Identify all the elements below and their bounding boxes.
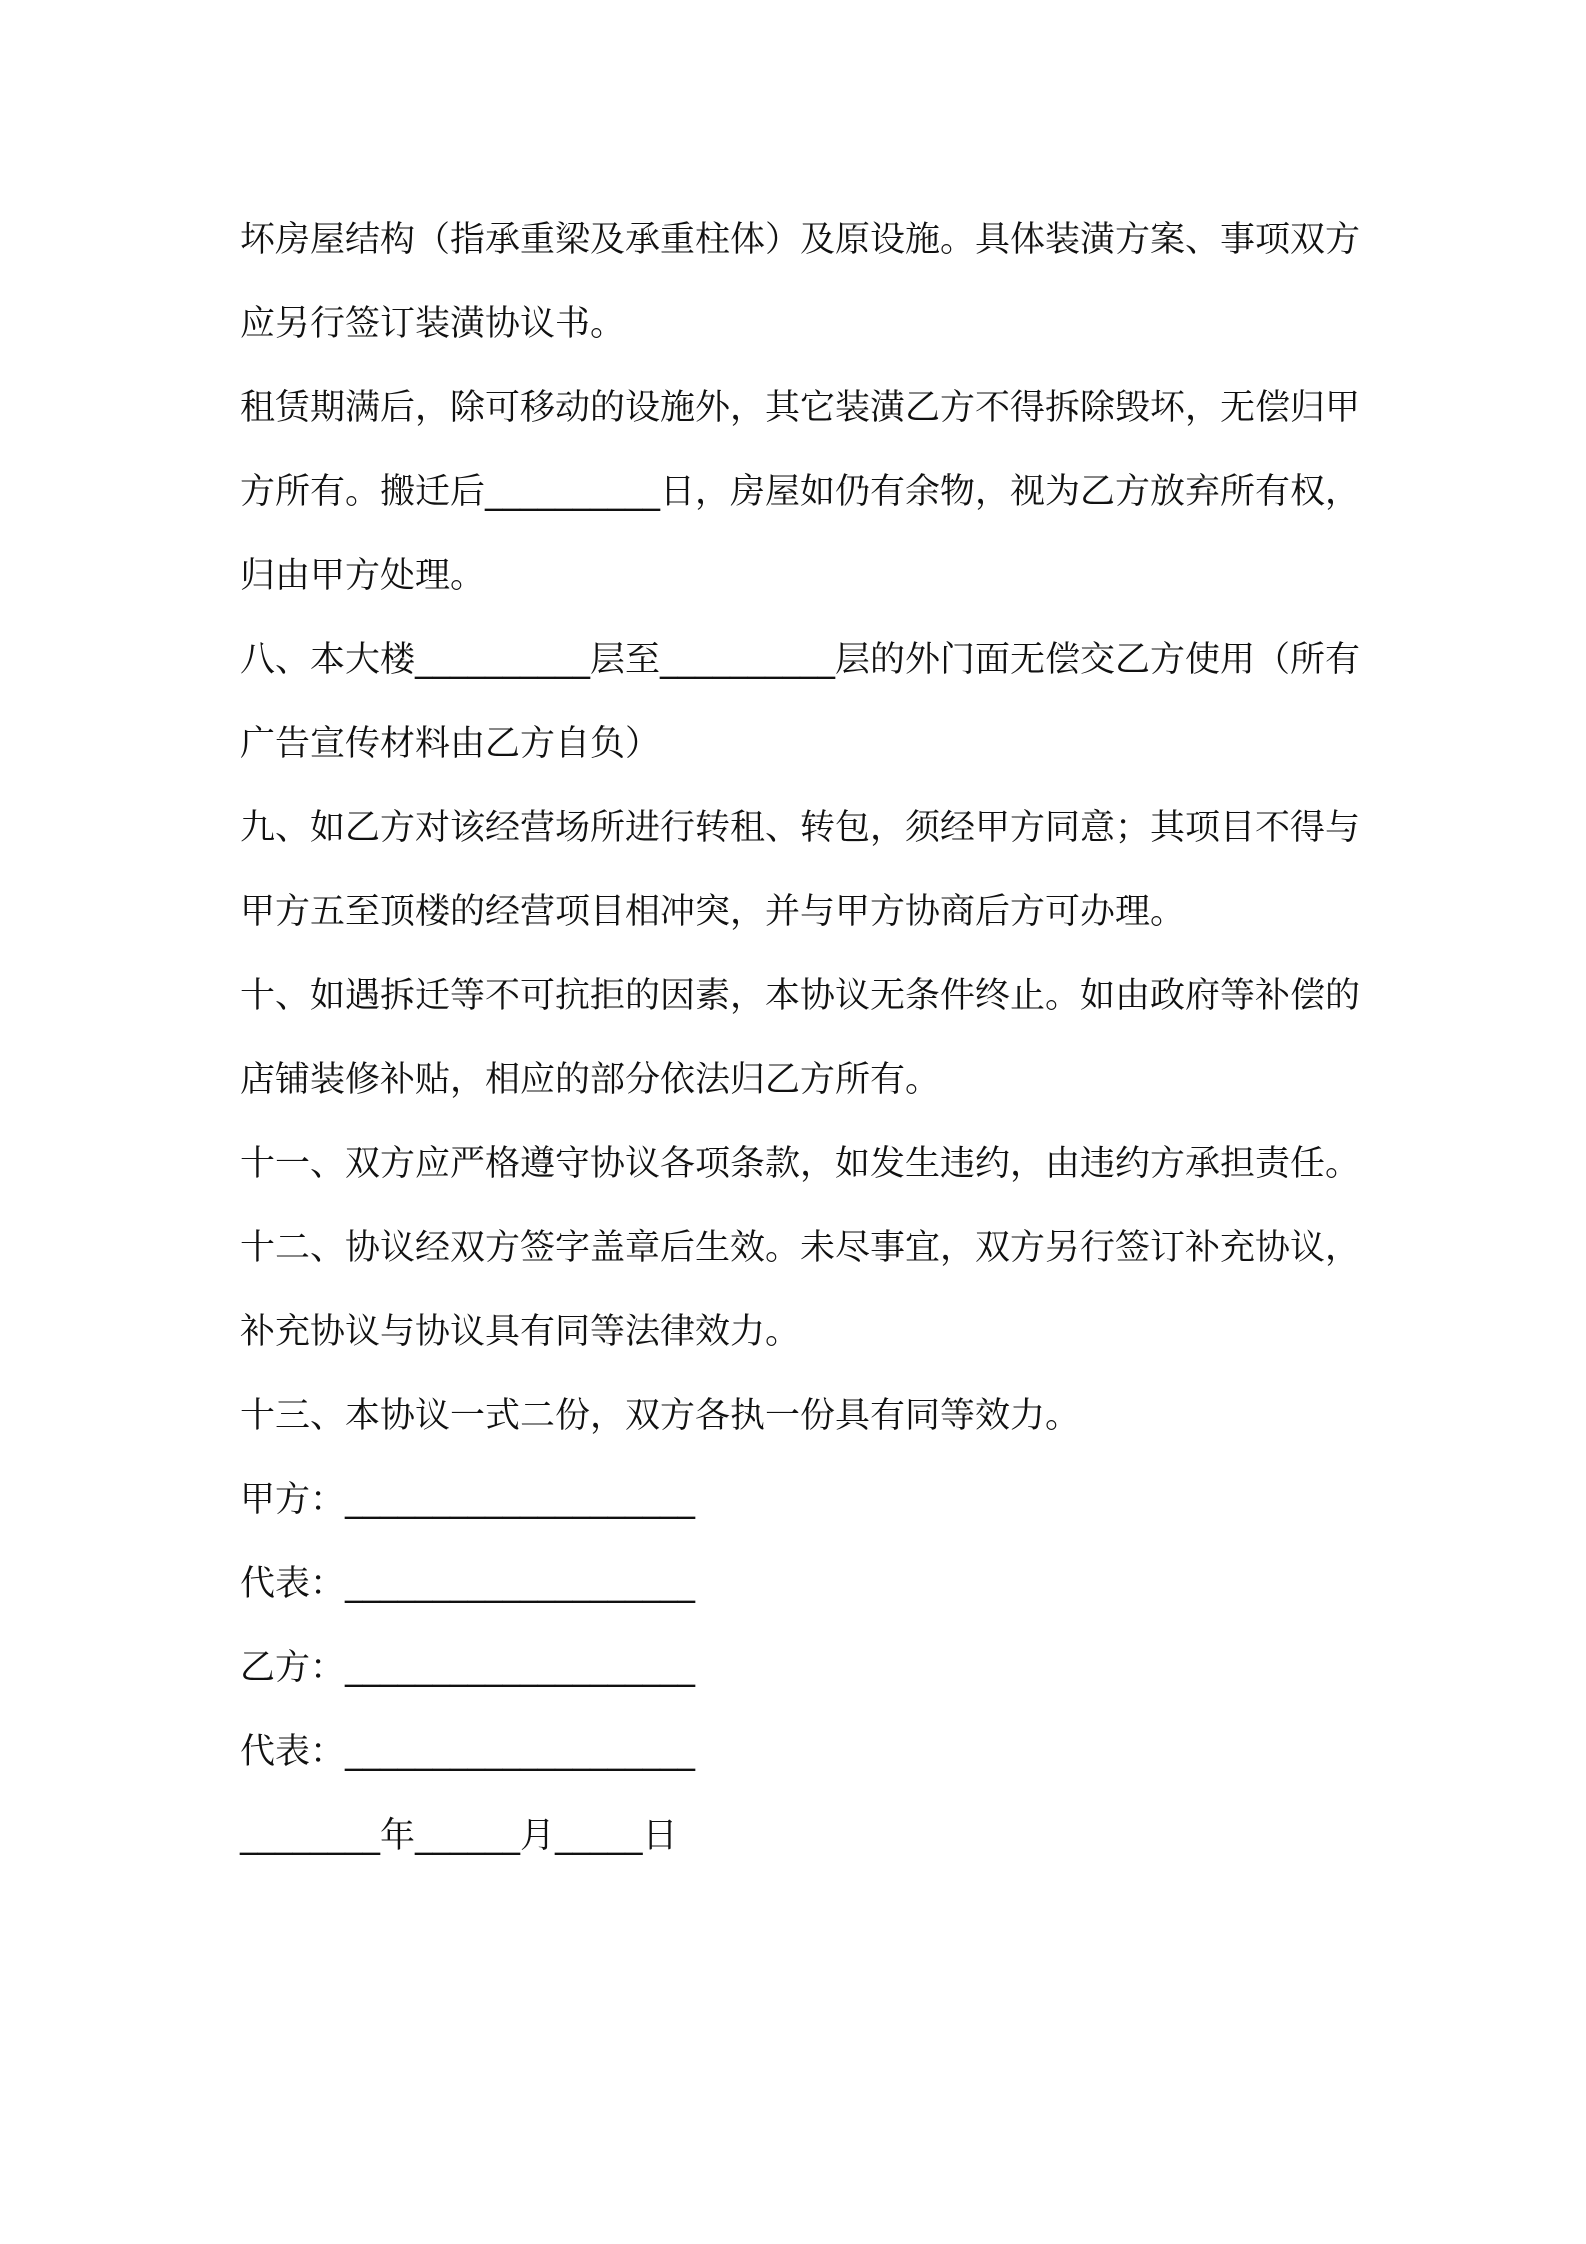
signature-party-a: 甲方：____________________ bbox=[240, 1480, 696, 1520]
clause-10: 十、如遇拆迁等不可抗拒的因素，本协议无条件终止。如由政府等补偿的店铺装修补贴，相应的部分依法归乙方所有。 bbox=[240, 976, 1361, 1100]
clause-8: 八、本大楼__________层至__________层的外门面无偿交乙方使用（所有广告宣传材料由乙方自负） bbox=[240, 640, 1361, 764]
signature-party-b: 乙方：____________________ bbox=[240, 1648, 696, 1688]
signature-rep-a: 代表：____________________ bbox=[240, 1564, 696, 1604]
paragraph-renovation-plan: 坏房屋结构（指承重梁及承重柱体）及原设施。具体装潢方案、事项双方应另行签订装潢协议书。 bbox=[240, 220, 1361, 344]
clause-12: 十二、协议经双方签字盖章后生效。未尽事宜，双方另行签订补充协议，补充协议与协议具有同等法律效力。 bbox=[240, 1228, 1361, 1352]
document-body bbox=[240, 198, 1360, 1878]
clause-9: 九、如乙方对该经营场所进行转租、转包，须经甲方同意；其项目不得与甲方五至顶楼的经营项目相冲突，并与甲方协商后方可办理。 bbox=[240, 808, 1361, 932]
signature-date: ________年______月_____日 bbox=[240, 1816, 678, 1856]
clause-11: 十一、双方应严格遵守协议各项条款，如发生违约，由违约方承担责任。 bbox=[240, 1144, 1361, 1184]
signature-rep-b: 代表：____________________ bbox=[240, 1732, 696, 1772]
clause-13: 十三、本协议一式二份，双方各执一份具有同等效力。 bbox=[240, 1396, 1081, 1436]
paragraph-lease-expiry: 租赁期满后，除可移动的设施外，其它装潢乙方不得拆除毁坏，无偿归甲方所有。搬迁后__________日，房屋如仍有余物，视为乙方放弃所有权，归由甲方处理。 bbox=[240, 388, 1361, 596]
